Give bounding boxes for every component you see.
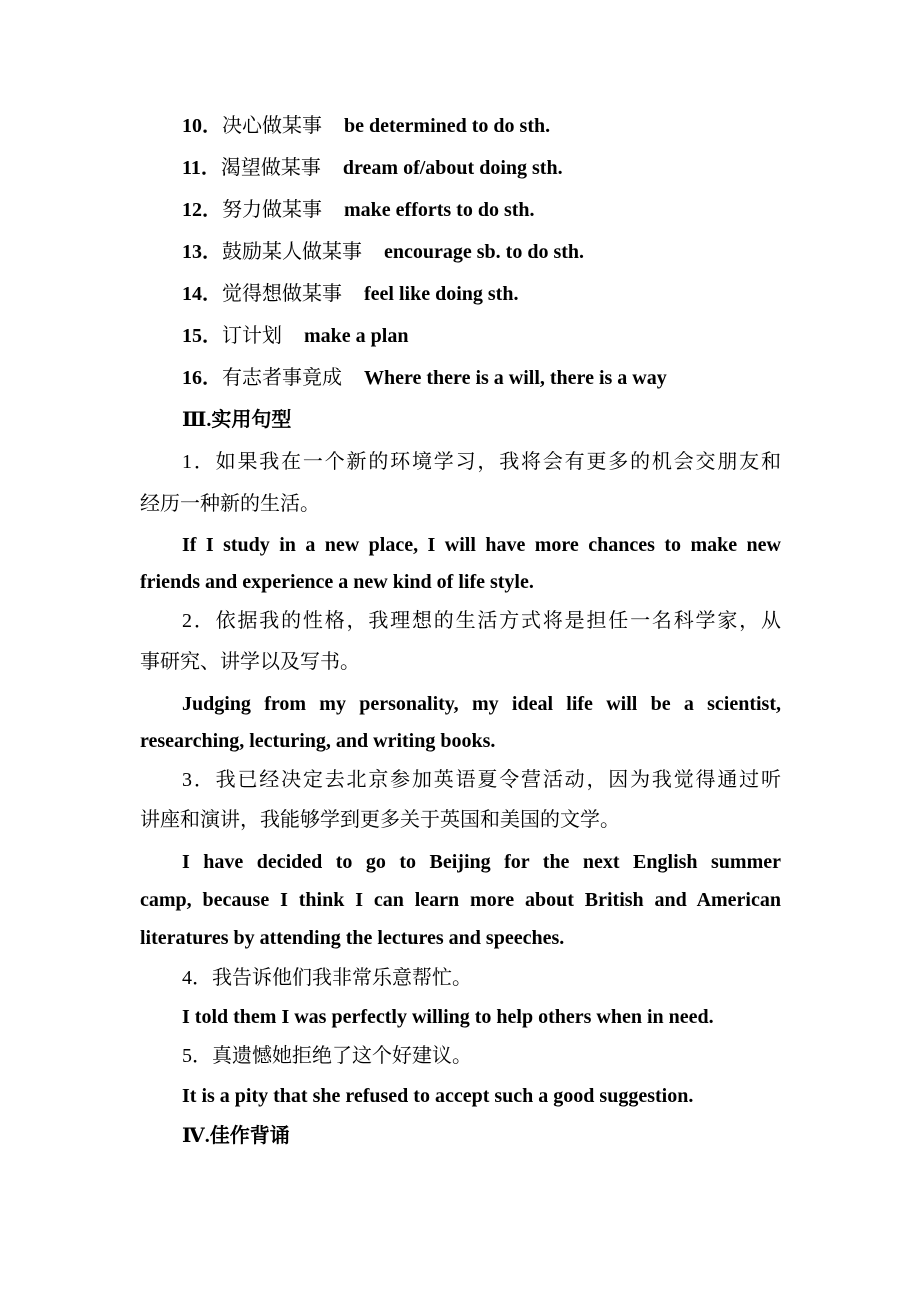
phrase-chinese: 有志者事竟成 xyxy=(222,367,342,389)
sentence-english-line: I have decided to go to Beijing for the next English summer xyxy=(182,851,781,873)
phrase-english: Where there is a will, there is a way xyxy=(364,367,667,389)
sentence-chinese-line: 经历一种新的生活。 xyxy=(140,493,320,515)
phrase-number: 16． xyxy=(182,367,222,389)
phrase-item xyxy=(182,113,781,139)
sentence-chinese-line: 讲座和演讲，我能够学到更多关于英国和美国的文学。 xyxy=(140,809,620,831)
phrase-english: dream of/about doing sth. xyxy=(342,157,563,179)
phrase-item xyxy=(182,323,781,349)
section-heading: Ⅳ.佳作背诵 xyxy=(182,1125,290,1147)
sentence-chinese-line: 4．我告诉他们我非常乐意帮忙。 xyxy=(182,967,472,989)
sentence-english-line: It is a pity that she refused to accept such a good suggestion. xyxy=(182,1085,694,1107)
phrase-english: encourage sb. to do sth. xyxy=(384,241,585,263)
sentence-english-line: Judging from my personality, my ideal life will be a scientist, xyxy=(182,693,781,715)
phrase-item xyxy=(182,239,781,265)
phrase-chinese: 渴望做某事 xyxy=(220,157,321,179)
sentence-chinese-line: 5．真遗憾她拒绝了这个好建议。 xyxy=(182,1045,472,1067)
phrase-number: 11． xyxy=(182,157,221,179)
sentence-chinese-line: 事研究、讲学以及写书。 xyxy=(140,651,360,673)
phrase-english: make a plan xyxy=(304,325,409,347)
phrase-item xyxy=(182,281,781,307)
phrase-item xyxy=(182,155,781,181)
phrase-english: feel like doing sth. xyxy=(364,283,519,305)
phrase-number: 12． xyxy=(182,199,222,221)
phrase-chinese: 订计划 xyxy=(222,325,282,347)
phrase-number: 14． xyxy=(182,283,222,305)
phrase-item xyxy=(182,365,781,391)
phrase-number: 13． xyxy=(182,241,222,263)
sentence-english-line: I told them I was perfectly willing to help others when in need. xyxy=(182,1006,714,1028)
sentence-english-line: friends and experience a new kind of life style. xyxy=(140,571,534,593)
sentence-english-line: camp, because I think I can learn more about British and American xyxy=(140,889,781,911)
sentence-chinese-line: 2．依据我的性格，我理想的生活方式将是担任一名科学家，从 xyxy=(182,610,781,632)
sentence-chinese-line: 3．我已经决定去北京参加英语夏令营活动，因为我觉得通过听 xyxy=(182,769,781,791)
phrase-number: 15． xyxy=(182,325,222,347)
sentence-english-line: If I study in a new place, I will have more chances to make new xyxy=(182,534,781,556)
phrase-english: be determined to do sth. xyxy=(344,115,551,137)
phrase-item xyxy=(182,197,781,223)
section-heading: Ⅲ.实用句型 xyxy=(182,409,292,431)
sentence-english-line: researching, lecturing, and writing books. xyxy=(140,730,496,752)
sentence-english-line: literatures by attending the lectures and speeches. xyxy=(140,927,565,949)
phrase-chinese: 鼓励某人做某事 xyxy=(222,241,362,263)
sentence-chinese-line: 1．如果我在一个新的环境学习，我将会有更多的机会交朋友和 xyxy=(182,451,781,473)
phrase-english: make efforts to do sth. xyxy=(344,199,535,221)
phrase-number: 10． xyxy=(182,115,222,137)
phrase-chinese: 决心做某事 xyxy=(222,115,322,137)
phrase-chinese: 觉得想做某事 xyxy=(222,283,342,305)
phrase-chinese: 努力做某事 xyxy=(222,199,322,221)
